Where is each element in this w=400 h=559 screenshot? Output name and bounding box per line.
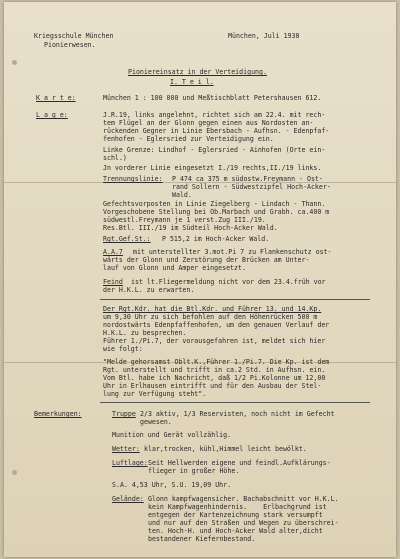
gelaende-line: ten. Hoch-H. und Hoch-Acker Wald alter,dicht (148, 527, 323, 535)
aa7-line: lauf von Glonn und Amper eingesetzt. (103, 264, 246, 272)
befehl-line: wie folgt: (103, 345, 143, 353)
trennungslinie-line: rand Sollern - Südwestzipfel Hoch-Acker- (172, 183, 331, 191)
org-line-1: Kriegsschule München (34, 32, 114, 40)
befehl-line: H.K.L. zu besprechen. (103, 329, 187, 337)
befehl-line: Führer 1./Pi.7, der vorausgefahren ist, meldet sich hier (103, 337, 326, 345)
gelaende-line: Glonn kampfwagensicher. Bachabschnitt vor H.K.L. (148, 495, 339, 503)
lage-line: J.R.19, links angelehnt, richtet sich am 22.4. mit rech- (103, 111, 326, 119)
quote-line: "Melde gehorsamst Oblt.K.,Führer 1./Pi.7. Die Kp. ist dem (103, 358, 330, 366)
feind-line: der H.K.L. zu erwarten. (103, 286, 195, 294)
aa7-label: A.A.7 (103, 248, 123, 256)
lage-line: schl.) (103, 154, 127, 162)
punch-hole (12, 60, 17, 65)
luftlage-label: Luftlage: (112, 459, 148, 467)
feind-line: ist lt.Fliegermeldung nicht vor dem 23.4.früh vor (131, 278, 326, 286)
divider-line (100, 299, 370, 300)
wetter-text: klar,trocken, kühl,Himmel leicht bewölkt. (144, 445, 307, 453)
quote-line: Rgt. unterstellt und trifft in ca.2 Std. in Aufhsn. ein. (103, 366, 326, 374)
org-line-2: Pionierwesen. (44, 41, 96, 49)
gelaende-line: entgegen der Kartenzeichnung stark versumpft (148, 511, 323, 519)
luftlage-line: flieger in großer Höhe. (148, 467, 240, 475)
karte-text: München 1 : 100 000 und Meßtischblatt Petershausen 612. (103, 94, 322, 102)
quote-line: Vom Btl. habe ich Nachricht, daß 1/2 Pi.Kolonne um 12,00 (103, 374, 326, 382)
truppe-label: Truppe (112, 410, 136, 418)
gelaende-line: bestandener Kiefernbestand. (148, 535, 256, 543)
quote-line: lung zur Verfügung steht". (103, 390, 207, 398)
aa7-line: mit unterstellter 3.mot.Pi 7 zu Flankenschutz ost- (133, 248, 332, 256)
punch-hole (12, 470, 17, 475)
trennungslinie-label: Trennungslinie: (103, 175, 163, 183)
truppe-line: 2/3 aktiv, 1/3 Reservisten, noch nicht im Gefecht (140, 410, 335, 418)
wetter-label: Wetter: (112, 445, 140, 453)
lage-label: L a g e: (36, 111, 68, 119)
document-part: I. T e i l. (170, 78, 214, 86)
truppe-line: gewesen. (140, 418, 172, 426)
divider-line (100, 402, 370, 403)
bemerkungen-label: Bemerkungen: (34, 410, 82, 418)
gelaende-line: und nur auf den Straßen und Wegen zu überschrei- (148, 519, 339, 527)
lage-line: rückenden Gegner in Linie Ebersbach - Aufhsn. - Edenpfaf- (103, 127, 330, 135)
gelaende-label: Gelände: (112, 495, 144, 503)
feind-label: Feind (103, 278, 123, 286)
rgt-gef-st-text: P 515,2 im Hoch-Acker Wald. (162, 235, 270, 243)
sonnenzeiten-line: S.A. 4,53 Uhr, S.U. 19,09 Uhr. (112, 481, 232, 489)
lage-line: Gefechtsvorposten in Linie Ziegelberg - Lindach - Thann. (103, 200, 326, 208)
document-title: Pioniereinsatz in der Verteidigung. (128, 68, 267, 76)
befehl-line: Der Rgt.Kdr. hat die Btl.Kdr. und Führer 13. und 14.Kp. (103, 305, 322, 313)
lage-line: tem Flügel an der Glonn gegen einen aus Nordosten an- (103, 119, 314, 127)
lage-line: Res.Btl. III./19 im Südteil Hoch-Acker Wald. (103, 224, 278, 232)
aa7-line: wärts der Glonn und Zerstörung der Brücken am Unter- (103, 256, 310, 264)
place-date: München, Juli 1938 (228, 32, 300, 40)
quote-line: Uhr in Erlhausen eintrifft und für den Ausbau der Stel- (103, 382, 322, 390)
lage-line: Jn vorderer Linie eingesetzt I./19 rechts,II./19 links. (103, 164, 322, 172)
rgt-gef-st-label: Rgt.Gef.St.: (103, 235, 151, 243)
trennungslinie-line: Wald. (172, 191, 192, 199)
gelaende-line: kein Kampfwagenhindernis. Erlbachgrund ist (148, 503, 327, 511)
befehl-line: nordostwärts Edenpfaffenhofen, um den genauen Verlauf der (103, 321, 330, 329)
lage-line: fenhofen - Eglersried zur Verteidigung ein. (103, 135, 274, 143)
karte-label: K a r t e: (36, 94, 76, 102)
trennungslinie-line: P 474 ca 375 m südostw.Freymann - Ost- (172, 175, 323, 183)
befehl-line: um 9,30 Uhr zu sich befohlen auf den Höhenrücken 500 m (103, 313, 318, 321)
lage-line: Linke Grenze: Lindhof - Eglersried - Ainhofen (Orte ein- (103, 146, 326, 154)
lage-line: Vorgeschobene Stellung bei Ob.Marbach und Grabh. ca.400 m (103, 208, 330, 216)
lage-line: südwestl.Freymann je 1 verst.Zug III./19. (103, 216, 266, 224)
munition-line: Munition und Gerät vollzählig. (112, 431, 232, 439)
luftlage-line: Seit Hellwerden eigene und feindl.Aufklärungs- (148, 459, 331, 467)
